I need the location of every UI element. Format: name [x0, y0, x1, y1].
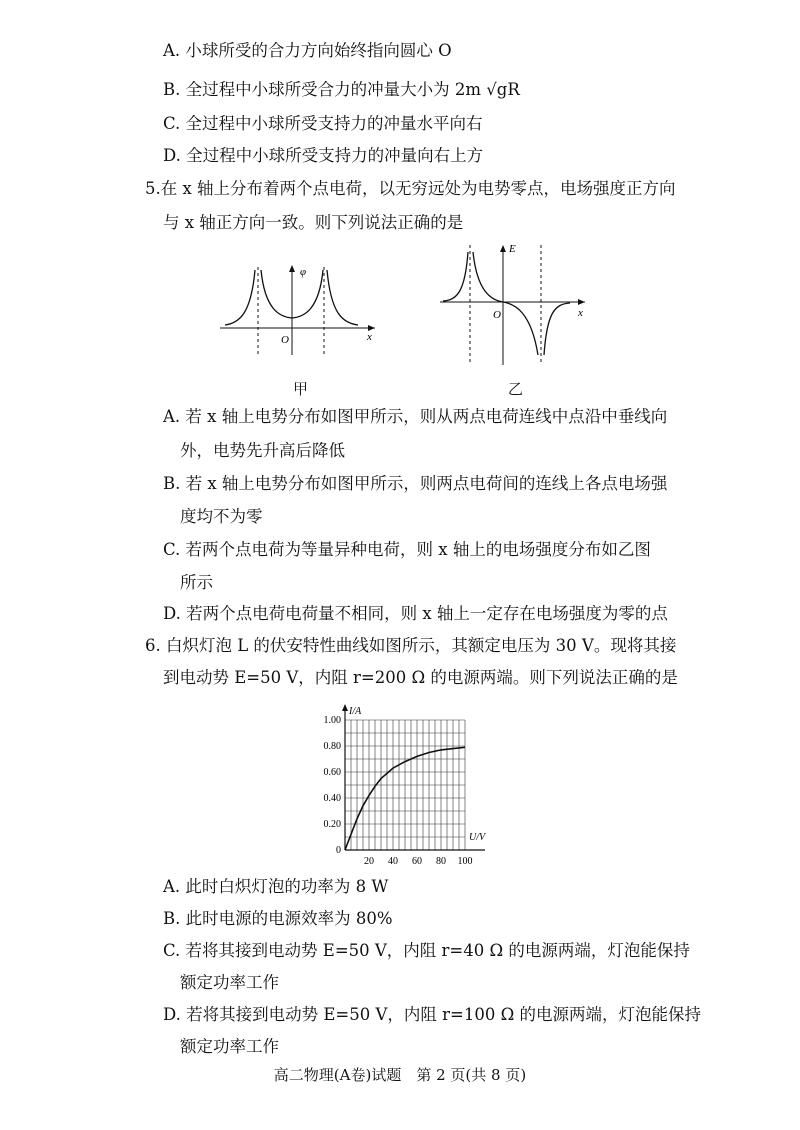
- fig-jia-caption: 甲: [293, 380, 309, 398]
- x-tick-label: 60: [412, 856, 422, 867]
- figure-jia-potential: [215, 255, 385, 360]
- y-tick-label: 0.20: [323, 819, 341, 830]
- q6-option-c-line2: 额定功率工作: [180, 973, 279, 992]
- q6-stem-line2: 到电动势 E=50 V，内阻 r=200 Ω 的电源两端。则下列说法正确的是: [163, 668, 678, 687]
- q5-stem-line2: 与 x 轴正方向一致。则下列说法正确的是: [163, 213, 464, 232]
- q6-option-a: A. 此时白炽灯泡的功率为 8 W: [163, 877, 389, 896]
- fig-yi-caption: 乙: [508, 380, 524, 398]
- q4-option-b: B. 全过程中小球所受合力的冲量大小为 2m √gR: [163, 80, 520, 99]
- x-tick-label: 20: [364, 856, 374, 867]
- fig-jia-origin: O: [281, 334, 289, 346]
- q5-option-b-line1: B. 若 x 轴上电势分布如图甲所示，则两点电荷间的连线上各点电场强: [163, 474, 668, 493]
- q5-option-b-line2: 度均不为零: [180, 507, 263, 526]
- q6-option-d-line2: 额定功率工作: [180, 1037, 279, 1056]
- q4-option-d: D. 全过程中小球所受支持力的冲量向右上方: [163, 146, 484, 165]
- q5-option-c-line2: 所示: [180, 573, 213, 592]
- y-axis-label: I/A: [349, 706, 362, 717]
- q5-stem-line1: 5.在 x 轴上分布着两个点电荷，以无穷远处为电势零点，电场强度正方向: [145, 179, 676, 198]
- fig-yi-y-label: E: [509, 243, 516, 255]
- y-tick-label: 1.00: [323, 715, 341, 726]
- q6-option-d-line1: D. 若将其接到电动势 E=50 V，内阻 r=100 Ω 的电源两端，灯泡能保持: [163, 1005, 702, 1024]
- iv-curve-chart: [300, 700, 520, 870]
- q6-option-c-line1: C. 若将其接到电动势 E=50 V，内阻 r=40 Ω 的电源两端，灯泡能保持: [163, 941, 690, 960]
- y-tick-label: 0.40: [323, 793, 341, 804]
- fig-yi-x-label: x: [578, 307, 583, 319]
- q5-option-a-line2: 外，电势先升高后降低: [180, 441, 345, 460]
- x-tick-label: 100: [457, 856, 473, 867]
- y-tick-label: 0.80: [323, 741, 341, 752]
- y-axis-arrow: [342, 704, 348, 711]
- figure-yi-field: [435, 240, 595, 370]
- x-axis-label: U/V: [469, 832, 486, 843]
- origin-label: 0: [336, 845, 341, 856]
- x-tick-label: 80: [436, 856, 446, 867]
- q5-option-a-line1: A. 若 x 轴上电势分布如图甲所示，则从两点电荷连线中点沿中垂线向: [163, 407, 668, 426]
- fig-yi-origin: O: [493, 309, 501, 321]
- fig-jia-x-label: x: [367, 331, 372, 343]
- page-footer: 高二物理(A卷)试题 第 2 页(共 8 页): [273, 1066, 527, 1084]
- q4-option-a: A. 小球所受的合力方向始终指向圆心 O: [163, 41, 452, 60]
- q6-option-b: B. 此时电源的电源效率为 80%: [163, 909, 393, 928]
- q5-option-c-line1: C. 若两个点电荷为等量异种电荷，则 x 轴上的电场强度分布如乙图: [163, 540, 651, 559]
- q6-stem-line1: 6. 白炽灯泡 L 的伏安特性曲线如图所示，其额定电压为 30 V。现将其接: [145, 636, 677, 655]
- x-tick-label: 40: [388, 856, 398, 867]
- q4-option-c: C. 全过程中小球所受支持力的冲量水平向右: [163, 114, 483, 133]
- q5-option-d: D. 若两个点电荷电荷量不相同，则 x 轴上一定存在电场强度为零的点: [163, 604, 668, 623]
- y-tick-label: 0.60: [323, 767, 341, 778]
- fig-jia-y-label: φ: [300, 266, 307, 278]
